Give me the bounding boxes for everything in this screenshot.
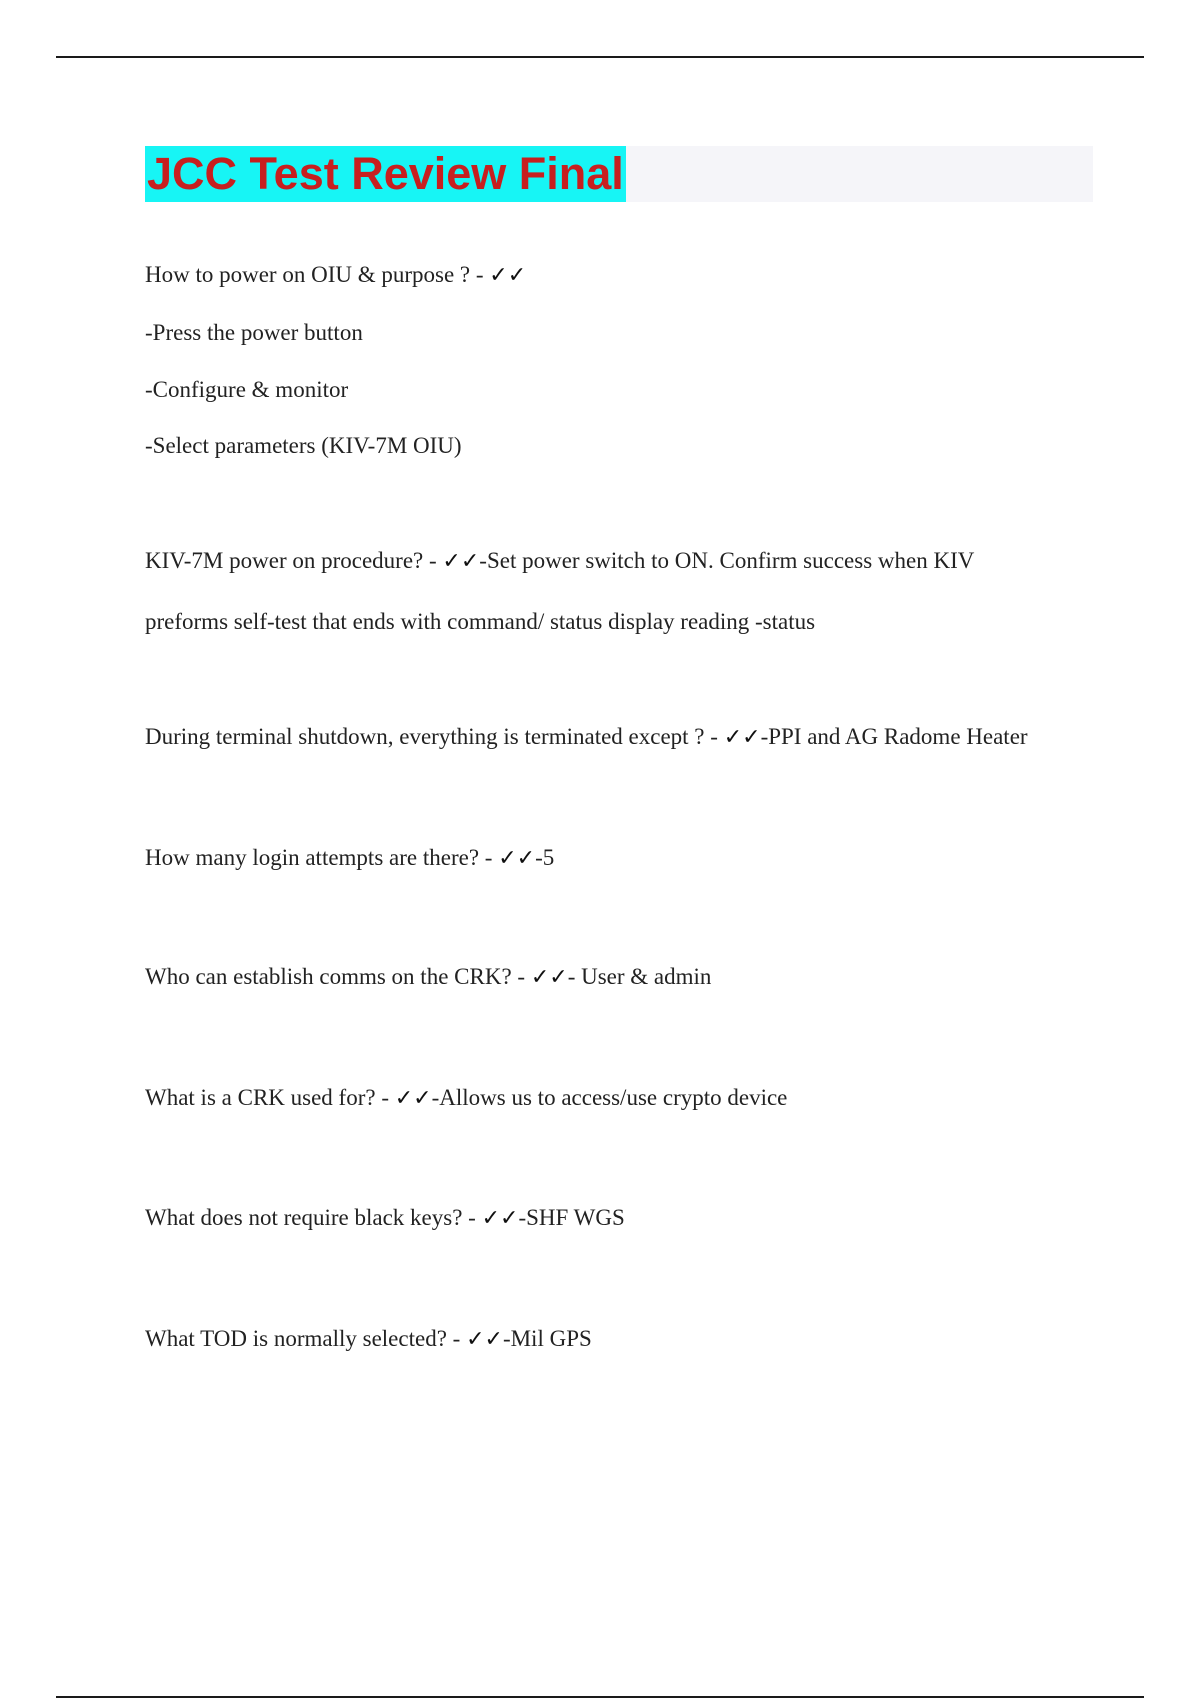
double-check-icon: ✓✓ (442, 549, 480, 574)
double-check-icon: ✓✓ (481, 1206, 519, 1231)
answer-text: -5 (535, 845, 555, 870)
qa-question-line (145, 546, 974, 577)
answer-text: -Set power switch to ON. Confirm success when KIV (479, 548, 975, 573)
footer-rule (56, 1696, 1144, 1698)
qa-question-line (145, 1324, 592, 1355)
question-text: Who can establish comms on the CRK? - (145, 964, 531, 989)
question-text: During terminal shutdown, everything is terminated except ? - (145, 724, 724, 749)
answer-text: -SHF WGS (518, 1205, 625, 1230)
qa-question-line (145, 1203, 625, 1234)
answer-line: -Press the power button (145, 320, 363, 345)
question-text: KIV-7M power on procedure? - (145, 548, 443, 573)
double-check-icon: ✓✓ (498, 846, 536, 871)
question-text: What TOD is normally selected? - (145, 1326, 467, 1351)
double-check-icon: ✓✓ (489, 263, 527, 288)
qa-question-line (145, 962, 711, 993)
answer-text: -PPI and AG Radome Heater (760, 724, 1028, 749)
qa-question-line (145, 260, 526, 291)
double-check-icon: ✓✓ (530, 965, 568, 990)
double-check-icon: ✓✓ (723, 725, 761, 750)
question-text: How to power on OIU & purpose ? - (145, 262, 490, 287)
question-text: How many login attempts are there? - (145, 845, 499, 870)
answer-line: preforms self-test that ends with command/ status display reading -status (145, 609, 816, 634)
qa-question-line (145, 1083, 787, 1114)
question-text: What is a CRK used for? - (145, 1085, 395, 1110)
qa-question-line (145, 843, 554, 874)
double-check-icon: ✓✓ (466, 1327, 503, 1352)
question-text: What does not require black keys? - (145, 1205, 482, 1230)
answer-text: -Allows us to access/use crypto device (431, 1085, 788, 1110)
answer-line: -Select parameters (KIV-7M OIU) (145, 433, 462, 458)
answer-line: -Configure & monitor (145, 377, 349, 402)
answer-text: - User & admin (567, 964, 712, 989)
answer-text: -Mil GPS (502, 1326, 592, 1351)
double-check-icon: ✓✓ (394, 1086, 432, 1111)
qa-question-line (145, 722, 1028, 753)
header-rule (56, 56, 1144, 58)
document-title: JCC Test Review Final (145, 146, 626, 202)
